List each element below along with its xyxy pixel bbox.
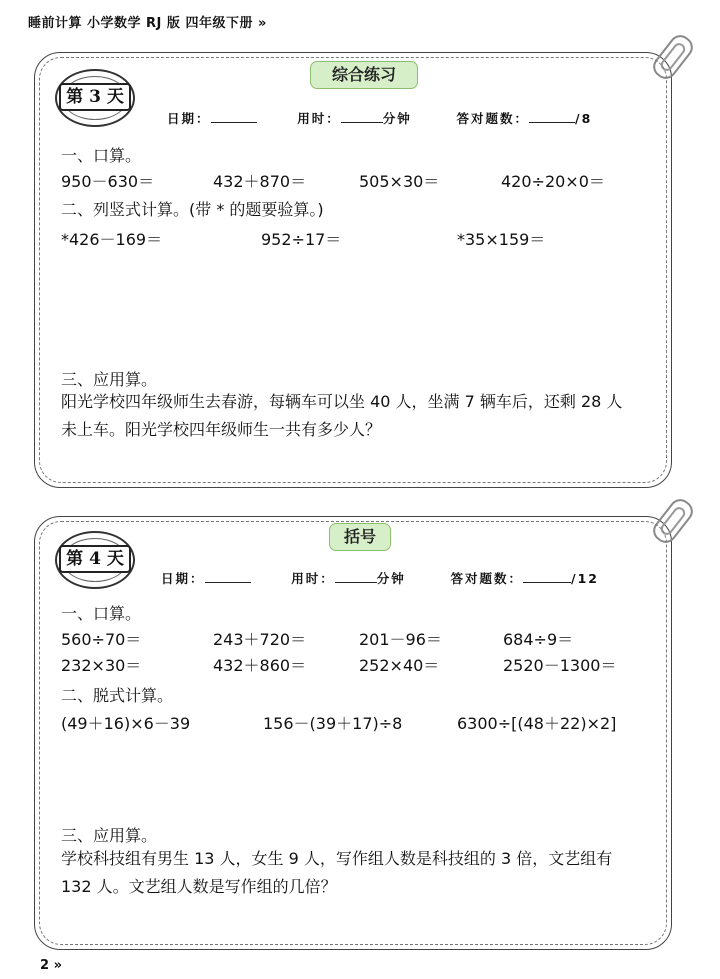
day-4-badge xyxy=(55,531,135,589)
day-4-section-1: 一、口算。 xyxy=(61,604,142,623)
day-3-section-2: 二、列竖式计算。(带 * 的题要验算。) xyxy=(61,200,324,219)
word-problem-line: 学校科技组有男生 13 人，女生 9 人，写作组人数是科技组的 3 倍，文艺组有 xyxy=(61,849,613,868)
day-4-section-3: 三、应用算。 xyxy=(61,826,158,845)
score-blank xyxy=(523,570,571,583)
stepwise-problem: 156－(39＋17)÷8 xyxy=(263,714,403,733)
date-blank xyxy=(205,570,251,583)
time-label: 用时： xyxy=(291,571,335,586)
paperclip-icon xyxy=(649,31,697,84)
time-unit: 分钟 xyxy=(382,111,412,126)
score-total: /12 xyxy=(571,571,599,586)
day-3-meta xyxy=(167,109,592,127)
oral-problem: 432＋870＝ xyxy=(213,172,307,191)
date-blank xyxy=(211,110,257,123)
oral-problem: 505×30＝ xyxy=(359,172,440,191)
paperclip-icon xyxy=(649,495,697,548)
oral-problem: 2520－1300＝ xyxy=(503,656,617,675)
day-4-meta xyxy=(161,569,599,587)
score-blank xyxy=(529,110,575,123)
stepwise-problem: 6300÷[(48＋22)×2] xyxy=(457,714,617,733)
oral-problem: 684÷9＝ xyxy=(503,630,574,649)
book-header: 睡前计算 小学数学 RJ 版 四年级下册 » xyxy=(28,16,267,31)
day-3-card xyxy=(34,52,672,488)
day-4-label: 第 4 天 xyxy=(59,545,131,573)
score-label: 答对题数： xyxy=(450,571,523,586)
stepwise-problem: (49＋16)×6－39 xyxy=(61,714,191,733)
day-4-section-2: 二、脱式计算。 xyxy=(61,686,174,705)
word-problem-line: 132 人。文艺组人数是写作组的几倍？ xyxy=(61,877,337,896)
oral-problem: 232×30＝ xyxy=(61,656,142,675)
time-label: 用时： xyxy=(297,111,341,126)
day-3-title: 综合练习 xyxy=(310,61,418,89)
vertical-problem: *35×159＝ xyxy=(457,230,546,249)
time-blank xyxy=(341,110,383,123)
day-4-card xyxy=(34,516,672,950)
page-number: 2 » xyxy=(40,958,62,973)
day-3-section-1: 一、口算。 xyxy=(61,146,142,165)
oral-problem: 243＋720＝ xyxy=(213,630,307,649)
oral-problem: 252×40＝ xyxy=(359,656,440,675)
oral-problem: 420÷20×0＝ xyxy=(501,172,605,191)
day-3-section-3: 三、应用算。 xyxy=(61,370,158,389)
date-label: 日期： xyxy=(161,571,205,586)
word-problem-line: 阳光学校四年级师生去春游，每辆车可以坐 40 人，坐满 7 辆车后，还剩 28 人 xyxy=(61,392,623,411)
vertical-problem: *426－169＝ xyxy=(61,230,163,249)
date-label: 日期： xyxy=(167,111,211,126)
time-unit: 分钟 xyxy=(376,571,406,586)
day-3-label: 第 3 天 xyxy=(59,83,131,111)
oral-problem: 950－630＝ xyxy=(61,172,155,191)
score-label: 答对题数： xyxy=(456,111,529,126)
oral-problem: 201－96＝ xyxy=(359,630,442,649)
time-blank xyxy=(335,570,377,583)
vertical-problem: 952÷17＝ xyxy=(261,230,342,249)
oral-problem: 560÷70＝ xyxy=(61,630,142,649)
day-4-title: 括号 xyxy=(329,523,391,551)
oral-problem: 432＋860＝ xyxy=(213,656,307,675)
word-problem-line: 未上车。阳光学校四年级师生一共有多少人？ xyxy=(61,420,382,439)
day-3-badge xyxy=(55,69,135,127)
score-total: /8 xyxy=(575,111,593,126)
